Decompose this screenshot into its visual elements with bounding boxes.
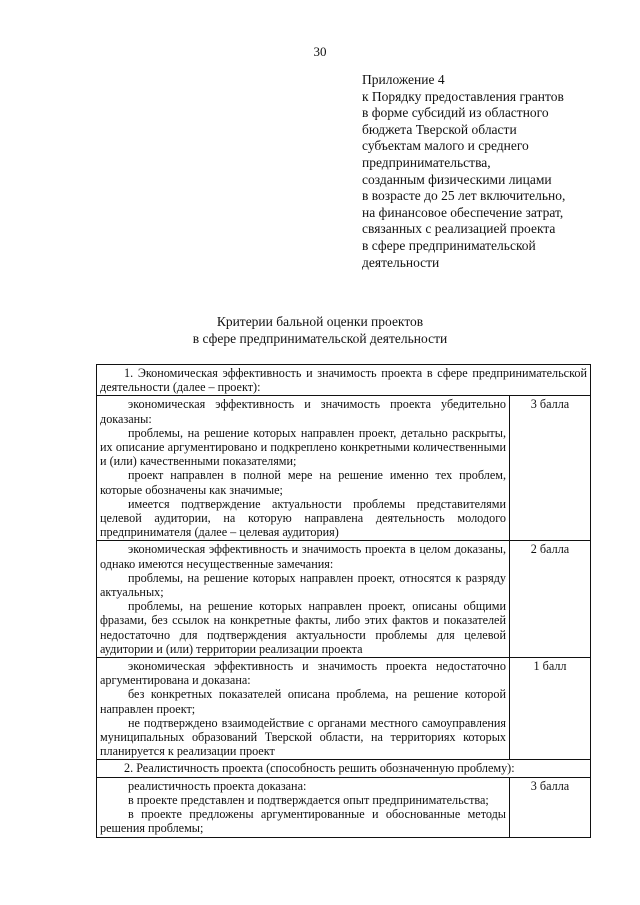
criterion-text: в проекте представлен и подтверждается опыт предпринимательства; (128, 792, 489, 807)
appendix-line: в возрасте до 25 лет включительно, (362, 188, 566, 204)
appendix-line: субъектам малого и среднего (362, 138, 529, 154)
criterion-text: проблемы, на решение которых направлен проект, детально раскрыты, их описание аргументировано и подкреплено конкретными количественными и (или) качественными показателями; (100, 425, 506, 469)
criterion-text: без конкретных показателей описана проблема, на решение которой направлен проект; (100, 687, 506, 716)
criterion-text: проблемы, на решение которых направлен проект, описаны общими фразами, без ссылок на конкретные факты, либо этих фактов и показателей недостаточно для подтверждения актуальности проблемы для целевой аудитории и (или) территории реализации проекта (100, 599, 506, 656)
criteria-table (96, 364, 591, 838)
appendix-line: предпринимательства, (362, 154, 491, 170)
appendix-line: к Порядку предоставления грантов (362, 88, 564, 104)
criterion-text: экономическая эффективность и значимость проекта убедительно доказаны: (100, 397, 506, 426)
score-cell: 2 балла (510, 541, 591, 658)
table-row (97, 541, 591, 658)
appendix-line: бюджета Тверской области (362, 121, 517, 137)
appendix-line: Приложение 4 (362, 72, 445, 87)
criterion-2-heading-row (97, 760, 591, 777)
document-title (0, 313, 640, 347)
title-line: в сфере предпринимательской деятельности (192, 331, 448, 346)
appendix-line: связанных с реализацией проекта (362, 221, 556, 237)
criterion-text: экономическая эффективность и значимость проекта в целом доказаны, однако имеются несущественные замечания: (100, 542, 506, 571)
appendix-line: деятельности (362, 254, 440, 270)
criterion-1-heading-row (97, 365, 591, 396)
title-line: Критерии бальной оценки проектов (216, 314, 424, 329)
table-row (97, 777, 591, 837)
score-cell: 1 балл (510, 658, 591, 760)
criterion-text: экономическая эффективность и значимость проекта недостаточно аргументирована и доказана: (100, 659, 506, 688)
criterion-1-desc-3 (97, 396, 510, 541)
criterion-text: реалистичность проекта доказана: (128, 778, 307, 793)
criterion-text: не подтверждено взаимодействие с органами местного самоуправления муниципальных образований Тверской области, на территориях которых планируется к реализации проект (100, 715, 506, 759)
criterion-1-desc-1 (97, 658, 510, 760)
appendix-header (362, 72, 612, 271)
page-number: 30 (313, 44, 327, 59)
criterion-2-desc-3 (97, 777, 510, 837)
table-row (97, 658, 591, 760)
criterion-text: имеется подтверждение актуальности проблемы представителями целевой аудитории, на которую направлена деятельность молодого предпринимателя (далее – целевая аудитория) (100, 496, 506, 540)
appendix-line: в форме субсидий из областного (362, 105, 549, 121)
appendix-line: созданным физическими лицами (362, 171, 552, 187)
score-cell: 3 балла (510, 396, 591, 541)
criterion-2-heading: 2. Реалистичность проекта (способность решить обозначенную проблему): (97, 760, 591, 777)
score-cell: 3 балла (510, 777, 591, 837)
table-row (97, 396, 591, 541)
criterion-text: проект направлен в полной мере на решение именно тех проблем, которые обозначены как значимые; (100, 468, 506, 497)
criterion-text: проблемы, на решение которых направлен проект, относятся к разряду актуальных; (100, 570, 506, 600)
criterion-text: в проекте предложены аргументированные и обоснованные методы решения проблемы; (100, 807, 506, 836)
appendix-line: на финансовое обеспечение затрат, (362, 204, 564, 220)
criterion-1-heading: 1. Экономическая эффективность и значимость проекта в сфере предпринимательской деятельности (далее – проект): (97, 365, 591, 396)
criterion-1-desc-2 (97, 541, 510, 658)
appendix-line: в сфере предпринимательской (362, 237, 536, 253)
